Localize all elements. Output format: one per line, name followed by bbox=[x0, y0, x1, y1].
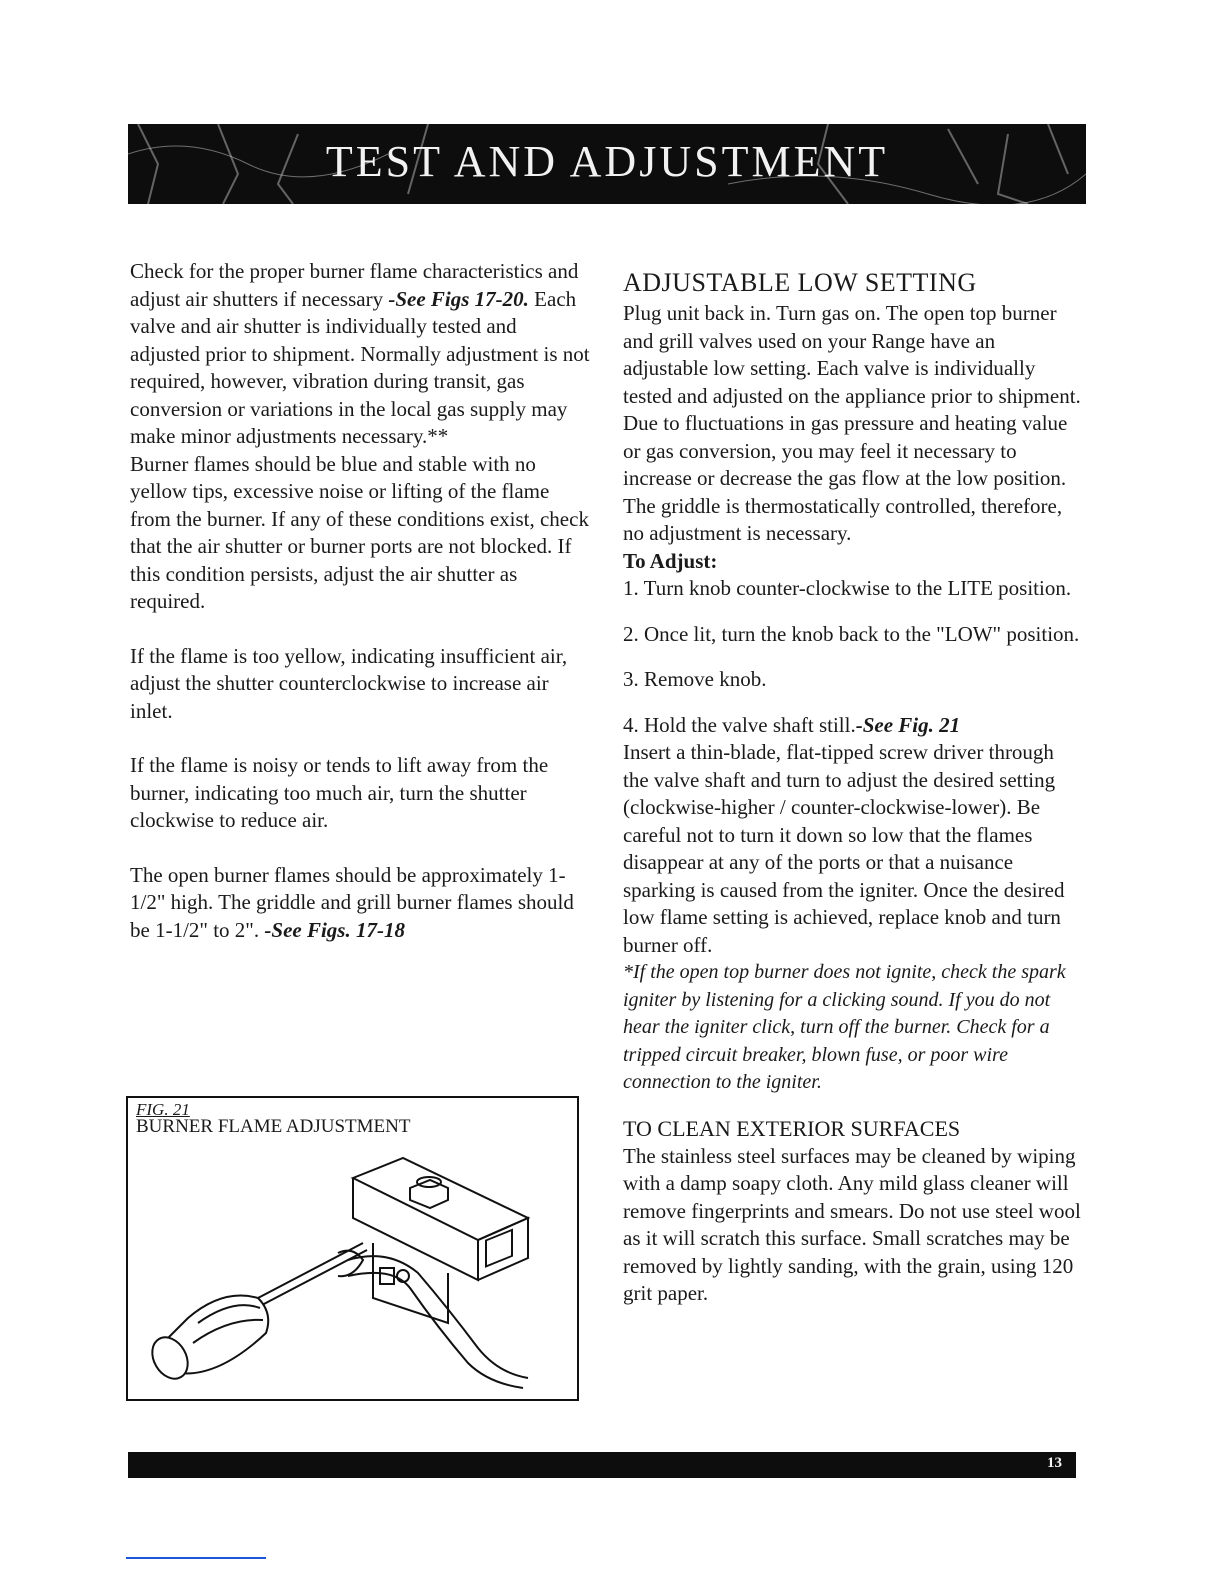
section-heading-low-setting: ADJUSTABLE LOW SETTING bbox=[623, 268, 977, 297]
flame-appearance-paragraph: Burner flames should be blue and stable with no yellow tips, excessive noise or lifting of the flame from the burner. If any of these conditions exist, check that the air shutter or burner ports are not blocked. If this condition persists, adjust the air shutter as required. bbox=[130, 451, 589, 613]
to-adjust-label: To Adjust: bbox=[623, 548, 718, 573]
noisy-flame-paragraph: If the flame is noisy or tends to lift away from the burner, indicating too much air, turn the shutter clockwise to reduce air. bbox=[130, 753, 549, 832]
valve-screwdriver-illustration bbox=[148, 1148, 568, 1393]
step-4-text: 4. Hold the valve shaft still. bbox=[623, 712, 856, 737]
header-banner bbox=[128, 124, 1086, 204]
intro-paragraph bbox=[130, 258, 590, 451]
figure-title: BURNER FLAME ADJUSTMENT bbox=[136, 1116, 411, 1137]
step-2: 2. Once lit, turn the knob back to the "LOW" position. bbox=[623, 621, 1080, 646]
figure-21 bbox=[126, 1096, 579, 1401]
figure-number: FIG. 21 bbox=[136, 1100, 190, 1119]
figs-reference: -See Figs 17-20. bbox=[388, 286, 529, 311]
clean-paragraph: The stainless steel surfaces may be cleaned by wiping with a damp soapy cloth. Any mild glass cleaner will remove fingerprints and smears. Do not use steel wool as it will scratch this surface. Small scratches may be removed by lightly sanding, with the grain, using 120 grit paper. bbox=[623, 1143, 1081, 1305]
left-column bbox=[130, 258, 590, 944]
step-3: 3. Remove knob. bbox=[623, 667, 767, 691]
page-title: TEST AND ADJUSTMENT bbox=[325, 137, 889, 186]
intro-text-continued: Each valve and air shutter is individually tested and adjusted prior to shipment. Normally adjustment is not required, however, vibration during transit, gas conversion or variations in the local gas supply may make minor adjustments necessary.** bbox=[130, 286, 590, 448]
step-4 bbox=[623, 712, 1083, 740]
section-heading-clean: TO CLEAN EXTERIOR SURFACES bbox=[623, 1115, 961, 1141]
page-number: 13 bbox=[1047, 1455, 1062, 1471]
bottom-rule bbox=[126, 1557, 266, 1559]
yellow-flame-paragraph: If the flame is too yellow, indicating insufficient air, adjust the shutter counterclockwise to increase air inlet. bbox=[130, 643, 568, 723]
igniter-note: *If the open top burner does not ignite, check the spark igniter by listening for a clicking sound. If you do not hear the igniter click, turn off the burner. Check for a tripped circuit breaker, blown fuse, or poor wire connection to the igniter. bbox=[623, 961, 1066, 1093]
flame-height-text: The open burner flames should be approximately 1-1/2" high. The griddle and grill burner flames should be 1-1/2" to 2". bbox=[130, 862, 574, 942]
footer-bar bbox=[128, 1452, 1076, 1478]
flame-height-paragraph bbox=[130, 862, 590, 945]
low-setting-intro: Plug unit back in. Turn gas on. The open top burner and grill valves used on your Range have an adjustable low setting. Each valve is individually tested and adjusted on the appliance prior to shipment. Due to fluctuations in gas pressure and heating value or gas conversion, you may feel it necessary to increase or decrease the gas flow at the low position. The griddle is thermostatically controlled, therefore, no adjustment is necessary. bbox=[623, 301, 1081, 545]
step-4-detail: Insert a thin-blade, flat-tipped screw driver through the valve shaft and turn to adjust the desired setting (clockwise-higher / counter-clockwise-lower). Be careful not to turn it down so low that the flames disappear at any of the ports or that a nuisance sparking is caused from the igniter. Once the desired low flame setting is achieved, replace knob and turn burner off. bbox=[623, 740, 1065, 957]
fig-21-reference: -See Fig. 21 bbox=[855, 712, 961, 737]
figs-reference-2: -See Figs. 17-18 bbox=[264, 917, 405, 942]
intro-text: Check for the proper burner flame characteristics and adjust air shutters if necessary bbox=[130, 259, 579, 311]
step-1: 1. Turn knob counter-clockwise to the LITE position. bbox=[623, 576, 1072, 600]
right-column bbox=[623, 258, 1083, 1308]
